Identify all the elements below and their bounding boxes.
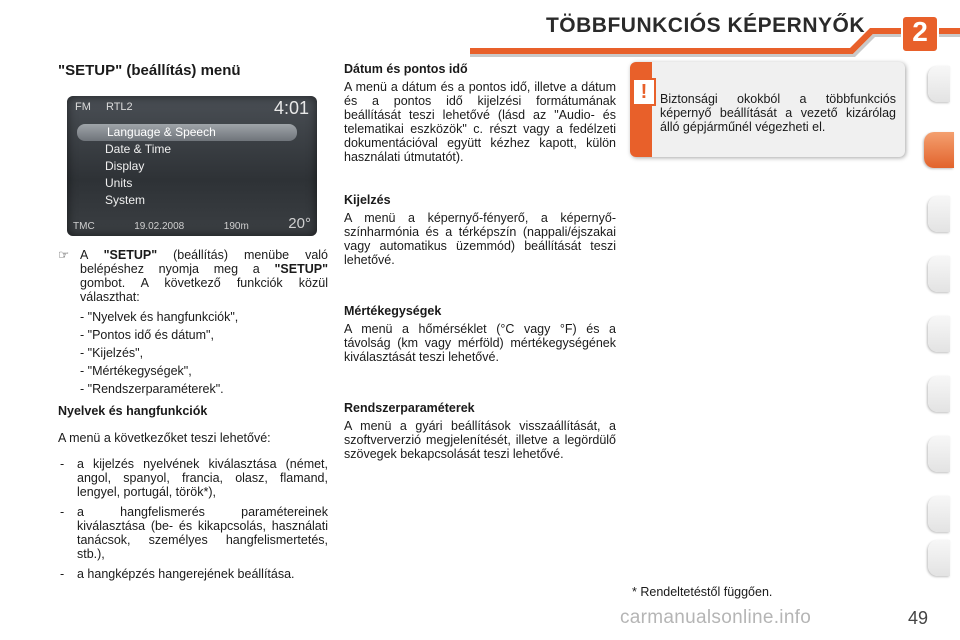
chapter-tab-5[interactable] [928,316,950,352]
date-text: A menü a dátum és a pontos idő, illetve a dátum és a pontos idő kijelzési formátumának beállítását teszi lehetővé (lásd az "Audio- és telematikai eszközök" c. részt vagy a fedélzeti dokumentációval együtt kézhez kapott, külön használati útmutatót). [344,80,616,164]
chapter-tab-7[interactable] [928,436,950,472]
safety-warning-box [630,62,905,157]
screen-status-bar [73,215,311,232]
chapter-tab-6[interactable] [928,376,950,412]
options-list [80,310,328,396]
list-item: - "Kijelzés", [80,346,328,360]
system-text: A menü a gyári beállítások visszaállítását, a szoftververzió megjelenítését, illetve a legördülő szövegek bekapcsolását teszi lehetővé. [344,419,616,461]
screen-menu-item: System [105,193,146,207]
screen-station: RTL2 [105,101,133,113]
chapter-number: 2 [912,16,928,47]
list-item: - "Nyelvek és hangfunkciók", [80,310,328,324]
display-section [344,193,616,267]
screen-date: 19.02.2008 [134,221,185,232]
languages-intro: A menü a következőket teszi lehetővé: [58,430,271,445]
warning-text: Biztonsági okokból a többfunkciós képernyő beállítását a vezető kizárólag álló gépjárműnél végezheti el. [660,92,896,134]
screen-menu-item: Language & Speech [77,124,297,141]
chapter-tab-8[interactable] [928,496,950,532]
page-number: 49 [908,608,929,628]
intro-text: A "SETUP" (beállítás) menübe való belépéshez nyomja meg a "SETUP" gombot. A következő funkciók közül választhat: [80,248,328,304]
system-section [344,401,616,461]
units-text: A menü a hőmérséklet (°C vagy °F) és a távolság (km vagy mérföld) mértékegységének kiválasztását teszi lehetővé. [344,322,616,364]
languages-list [58,457,328,581]
warning-bar [630,62,652,157]
display-title: Kijelzés [344,193,391,207]
chapter-tab-2[interactable] [924,132,954,168]
setup-intro [58,248,328,400]
list-item: - "Pontos idő és dátum", [80,328,328,342]
screen-menu-item: Units [105,176,133,190]
date-section [344,62,616,164]
watermark: carmanualsonline.info [620,607,812,628]
chapter-tab-3[interactable] [928,196,950,232]
intro-paragraph [58,248,328,304]
screen-menu-item: Date & Time [105,142,172,156]
chapter-tab-4[interactable] [928,256,950,292]
screen-distance: 190m [223,221,249,232]
pointing-hand-icon: ☞ [58,248,70,262]
screen-temperature: 20° [288,215,311,232]
units-section [344,304,616,364]
list-item: - a kijelzés nyelvének kiválasztása (német, angol, spanyol, francia, olasz, flamand, lengyel, portugál, török*), [58,457,328,499]
chapter-tabs [928,66,960,576]
screen-radio-info [75,101,145,113]
date-title: Dátum és pontos idő [344,62,468,76]
chapter-tab-9[interactable] [928,540,950,576]
setup-menu-screenshot [67,96,317,236]
section-title: "SETUP" (beállítás) menü [58,62,241,79]
screen-menu-item: Display [105,159,145,173]
list-item: - a hangképzés hangerejének beállítása. [58,567,328,581]
system-title: Rendszerparaméterek [344,401,475,415]
screen-menu [77,124,297,209]
list-item: - a hangfelismerés paramétereinek kiválasztása (be- és kikapcsolás, használati tanácsok, személyes hangfelismertetés, stb.), [58,505,328,561]
languages-title: Nyelvek és hangfunkciók [58,404,208,418]
list-item: - "Rendszerparaméterek". [80,382,328,396]
languages-section [58,404,328,587]
warning-icon: ! [632,78,656,106]
chapter-tab-1[interactable] [928,66,950,102]
screen-radio-band: FM [75,101,91,113]
list-item: - "Mértékegységek", [80,364,328,378]
footnote: * Rendeltetéstől függően. [632,585,773,599]
units-title: Mértékegységek [344,304,442,318]
screen-clock: 4:01 [273,98,309,118]
chapter-title: TÖBBFUNKCIÓS KÉPERNYŐK [545,14,865,37]
display-text: A menü a képernyő-fényerő, a képernyő-színharmónia és a térképszín (nappali/éjszakai vagy automatikus üzemmód) beállítását teszi lehetővé. [344,211,616,267]
screen-tmc: TMC [73,221,95,232]
